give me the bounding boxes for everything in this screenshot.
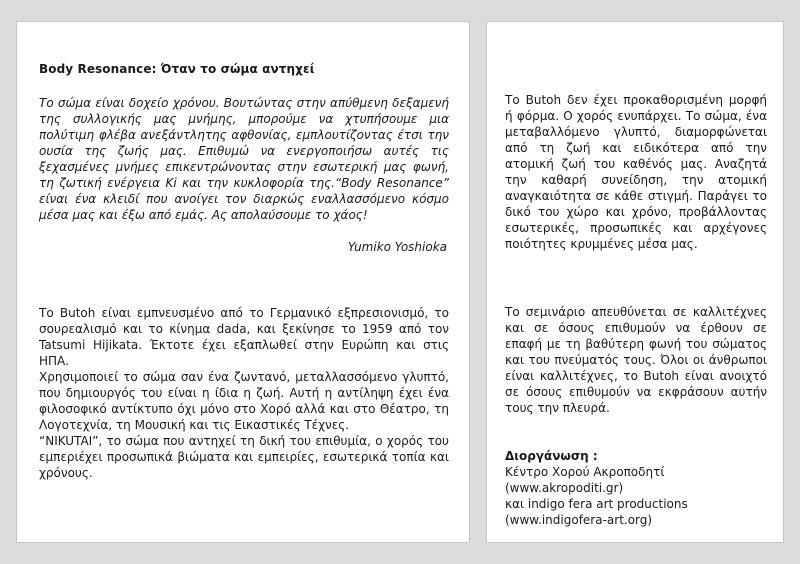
paragraph-no-form: Το Butoh δεν έχει προκαθορισμένη μορφή ή φόρμα. Ο χορός ενυπάρχει. Το σώμα, ένα μεταβαλλόμενο γλυπτό, διαμορφώνεται από τη ζωή και ειδικότερα από την ατομική ζωή του καθένός μας. Αναζητά την καθαρή συνείδηση, την ατομική αναγκαιότητα σε κάθε στιγμή. Παράγει το δικό του χώρο και χρόνο, προβάλλοντας εσωτερικές, προσωπικές και αρχέγονες ποιότητες κρυμμένες μέσα μας. [505, 93, 767, 251]
paragraph-nikutai: “NIKUTAI”, το σώμα που αντηχεί τη δική του επιθυμία, ο χορός του εμπεριέχει προσωπικά βιώματα και εμπειρίες, εσωτερικά τοπία και χρόνους. [39, 434, 449, 480]
organizer-akropoditi-url: (www.akropoditi.gr) [505, 481, 624, 495]
organizers-block [505, 448, 767, 528]
paragraph-living-sculpture: Χρησιμοποιεί το σώμα σαν ένα ζωντανό, μεταλλασσόμενο γλυπτό, που δημιουργός του είναι η ίδια η ζωή. Αυτή η αντίληψη έχει ένα φιλοσοφικό αντίκτυπο όχι μόνο στο Χορό αλλά και στο Θέατρο, τη Λογοτεχνία, τη Μουσική και τις Εικαστικές Τέχνες. [39, 370, 449, 432]
paragraph-origins: Το Butoh είναι εμπνευσμένο από το Γερμανικό εξπρεσιονισμό, το σουρεαλισμό και το κίνημα dada, και ξεκίνησε το 1959 από τον Tatsumi Hijikata. Έκτοτε έχει εξαπλωθεί στην Ευρώπη και στις ΗΠΑ. [39, 306, 449, 368]
page-title: Body Resonance: Όταν το σώμα αντηχεί [39, 62, 315, 76]
organizer-indigofera: και indigo fera art productions [505, 497, 688, 511]
organizers-heading: Διοργάνωση : [505, 449, 598, 463]
organizer-indigofera-url: (www.indigofera-art.org) [505, 513, 653, 527]
butoh-description [39, 305, 449, 481]
organizer-akropoditi: Κέντρο Χορού Ακροποδητί [505, 465, 665, 479]
intro-quote [39, 95, 449, 223]
left-page [16, 21, 470, 543]
quote-author: Yumiko Yoshioka [347, 240, 447, 254]
paragraph-audience: Το σεμινάριο απευθύνεται σε καλλιτέχνες και σε όσους επιθυμούν να έρθουν σε επαφή με τη βαθύτερη φωνή του σώματος και του πνεύματός τους. Όλοι οι άνθρωποι είναι καλλιτέχνες, το Butoh είναι ανοιχτό σε όσους επιθυμούν να εκφράσουν αυτήν τους την πλευρά. [505, 305, 767, 415]
right-page [486, 21, 784, 543]
quote-text: Το σώμα είναι δοχείο χρόνου. Βουτώντας στην απύθμενη δεξαμενή της συλλογικής μας μνήμης, μπορούμε να χτυπήσουμε μια πολύτιμη φλέβα ανεξάντλητης αφθονίας, εμπλουτίζοντας έτσι την ουσία της ζωής μας. Επιθυμώ να ενεργοποιήσω αυτές τις ξεχασμένες μνήμες επικεντρώνοντας στην εσωτερική μας φωνή, τη ζωτική ενέργεια Κi και την κυκλοφορία της.“Body Resonance” είναι ένα κλειδί που ανοίγει τον διαρκώς εναλλασσόμενο κόσμο μέσα μας και έξω από εμάς. Ας απολαύσουμε το χάος! [39, 96, 449, 222]
